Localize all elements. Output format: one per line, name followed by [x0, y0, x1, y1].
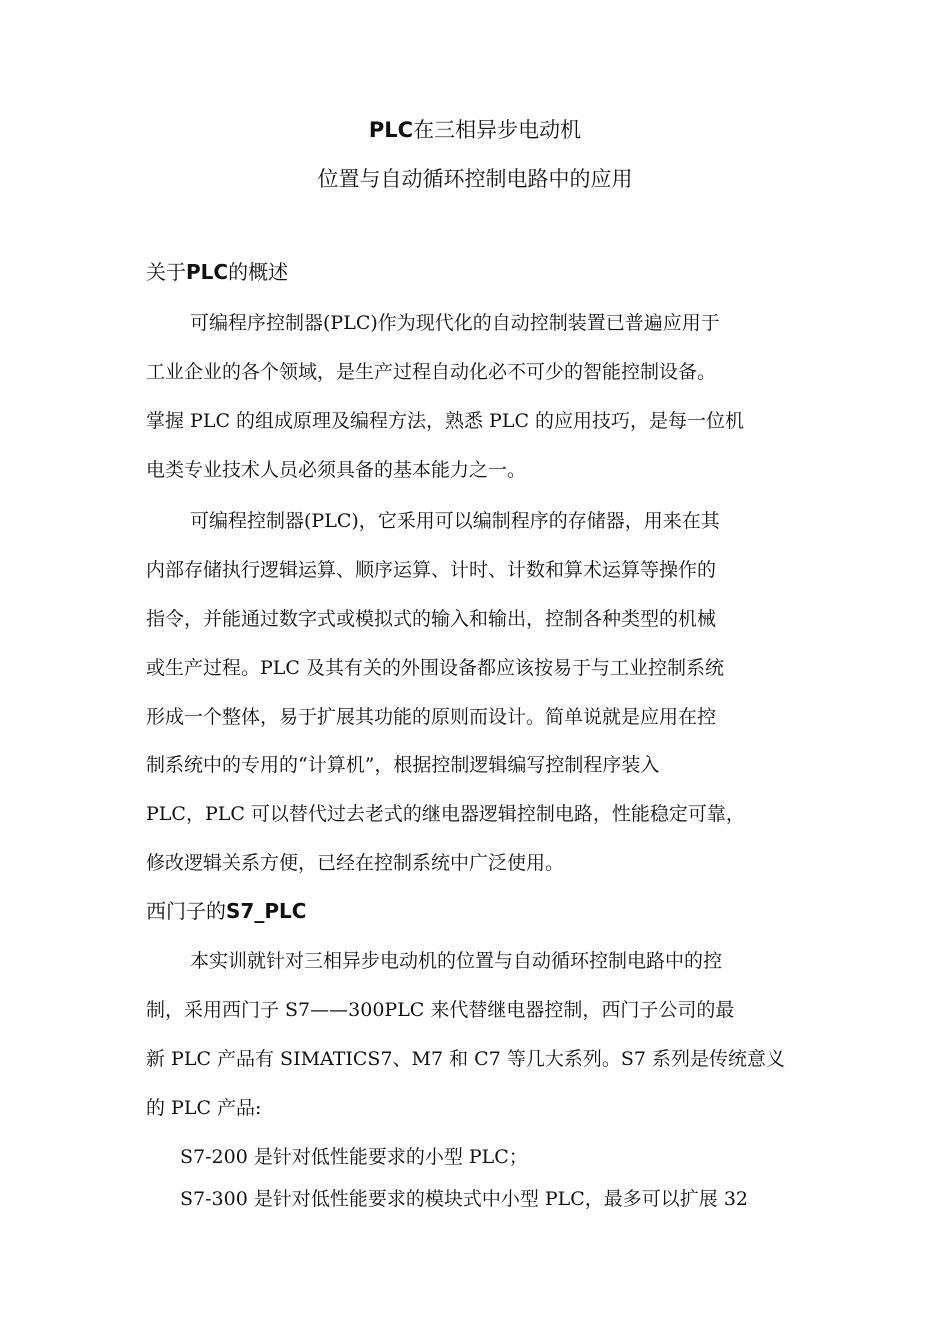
title-plc: PLC [368, 118, 414, 142]
paragraph-line: 新 PLC 产品有 SIMATICS7、M7 和 C7 等几大系列。S7 系列是传统意义 [146, 1048, 785, 1070]
paragraph-line: 修改逻辑关系方便，已经在控制系统中广泛使用。 [146, 852, 565, 874]
list-item: S7-200 是针对低性能要求的小型 PLC； [180, 1146, 528, 1168]
paragraph-line: 指令，并能通过数字式或模拟式的输入和输出，控制各种类型的机械 [146, 608, 717, 630]
paragraph-line: 形成一个整体，易于扩展其功能的原则而设计。简单说就是应用在控 [146, 706, 717, 728]
paragraph-line: PLC，PLC 可以替代过去老式的继电器逻辑控制电路，性能稳定可靠， [146, 803, 745, 825]
section-heading-s7-plc [146, 898, 306, 924]
title-line-1 [0, 116, 950, 144]
paragraph-line: 制，采用西门子 S7——300PLC 来代替继电器控制，西门子公司的最 [146, 999, 735, 1021]
paragraph-line: 内部存储执行逻辑运算、顺序运算、计时、计数和算术运算等操作的 [146, 559, 717, 581]
title-line-1-text: 在三相异步电动机 [413, 118, 582, 142]
heading-prefix: 西门子的 [146, 899, 226, 923]
paragraph-line: 掌握 PLC 的组成原理及编程方法，熟悉 PLC 的应用技巧，是每一位机 [146, 410, 745, 432]
paragraph-line: 可编程控制器(PLC)，它釆用可以编制程序的存储器，用来在其 [190, 510, 720, 532]
paragraph-line: 制系统中的专用的“计算机”，根据控制逻辑编写控制程序装入 [146, 754, 660, 776]
heading-suffix: 的概述 [228, 260, 289, 284]
paragraph-line: 工业企业的各个领域，是生产过程自动化必不可少的智能控制设备。 [146, 361, 717, 383]
heading-bold: PLC [186, 260, 229, 284]
heading-prefix: 关于 [146, 260, 186, 284]
heading-bold: S7_PLC [226, 899, 307, 923]
paragraph-line: 或生产过程。PLC 及其有关的外围设备都应该按易于与工业控制系统 [146, 657, 724, 679]
paragraph-line: 本实训就针对三相异步电动机的位置与自动循环控制电路中的控 [190, 950, 723, 972]
title-line-2: 位置与自动循环控制电路中的应用 [317, 167, 633, 191]
paragraph-line: 可编程序控制器(PLC)作为现代化的自动控制装置已普遍应用于 [190, 312, 720, 334]
list-item: S7-300 是针对低性能要求的模块式中小型 PLC，最多可以扩展 32 [180, 1188, 749, 1210]
section-heading-plc-overview [146, 259, 288, 285]
paragraph-line: 的 PLC 产品: [146, 1097, 262, 1119]
paragraph-line: 电类专业技术人员必须具备的基本能力之一。 [146, 459, 527, 481]
